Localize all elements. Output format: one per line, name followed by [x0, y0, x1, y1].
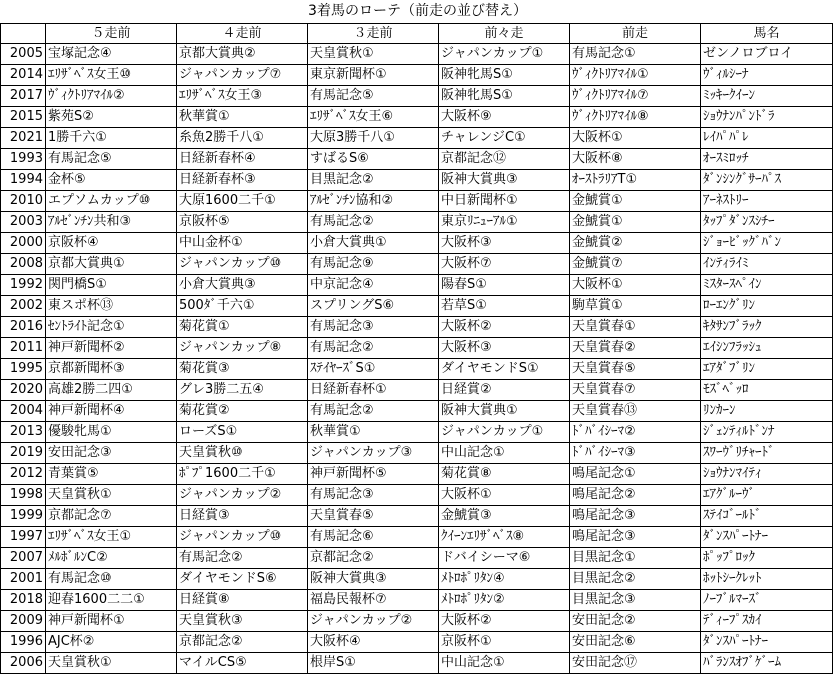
race-3-before-cell: 天皇賞春⑤ [308, 506, 439, 527]
race-5-before-cell: ﾒﾙﾎﾞﾙﾝC② [46, 548, 177, 569]
table-body [1, 44, 833, 674]
year-cell: 2014 [1, 65, 46, 86]
race-5-before-cell: エプソムカップ⑩ [46, 191, 177, 212]
race-4-before-cell: ジャパンカップ⑧ [177, 338, 308, 359]
race-previous-cell: 安田記念⑰ [570, 653, 701, 674]
race-4-before-cell: 菊花賞① [177, 317, 308, 338]
race-5-before-cell: 1勝千六① [46, 128, 177, 149]
race-2-before-cell: 大阪杯③ [439, 338, 570, 359]
table-row [1, 254, 833, 275]
race-4-before-cell: 京都記念② [177, 632, 308, 653]
table-row [1, 632, 833, 653]
horse-name-cell: ﾐｽﾀｰｽﾍﾟｲﾝ [701, 275, 833, 296]
race-3-before-cell: ジャパンカップ③ [308, 443, 439, 464]
year-cell: 2017 [1, 86, 46, 107]
table-row [1, 527, 833, 548]
table-row [1, 317, 833, 338]
race-5-before-cell: 関門橋S① [46, 275, 177, 296]
horse-name-cell: ﾉｰﾌﾞﾙﾏｰｽﾞ [701, 590, 833, 611]
table-row [1, 107, 833, 128]
horse-name-cell: ﾀｯﾌﾟﾀﾞﾝｽｼﾁｰ [701, 212, 833, 233]
race-3-before-cell: ジャパンカップ② [308, 611, 439, 632]
race-previous-cell: ｳﾞｨｸﾄﾘｱﾏｲﾙ⑧ [570, 107, 701, 128]
table-row [1, 212, 833, 233]
table-row [1, 464, 833, 485]
race-5-before-cell: ｳﾞｨｸﾄﾘｱﾏｲﾙ② [46, 86, 177, 107]
horse-name-cell: ﾀﾞﾝｽﾊﾟｰﾄﾅｰ [701, 632, 833, 653]
rotation-table [0, 23, 833, 674]
race-previous-cell: 天皇賞春⑤ [570, 359, 701, 380]
race-4-before-cell: マイルCS⑤ [177, 653, 308, 674]
race-5-before-cell: AJC杯② [46, 632, 177, 653]
race-2-before-cell: 大阪杯③ [439, 233, 570, 254]
race-previous-cell: 安田記念⑥ [570, 632, 701, 653]
race-5-before-cell: 東スポ杯⑬ [46, 296, 177, 317]
year-cell: 2010 [1, 191, 46, 212]
race-2-before-cell: 陽春S① [439, 275, 570, 296]
race-4-before-cell: 京阪杯⑤ [177, 212, 308, 233]
header-year [1, 24, 46, 44]
race-2-before-cell: ダイヤモンドS① [439, 359, 570, 380]
race-2-before-cell: 菊花賞⑧ [439, 464, 570, 485]
horse-name-cell: ｳﾞｨﾙｼｰﾅ [701, 65, 833, 86]
race-3-before-cell: 天皇賞秋① [308, 44, 439, 65]
header-cell: 馬名 [701, 24, 833, 44]
table-row [1, 191, 833, 212]
horse-name-cell: ｵｰｽﾐﾛｯﾁ [701, 149, 833, 170]
horse-name-cell: ゼンノロブロイ [701, 44, 833, 65]
race-3-before-cell: 大阪杯④ [308, 632, 439, 653]
race-2-before-cell: 大阪杯② [439, 317, 570, 338]
race-previous-cell: 鳴尾記念① [570, 464, 701, 485]
race-3-before-cell: 有馬記念② [308, 338, 439, 359]
horse-name-cell: ｼﾞｪﾝﾃｨﾙﾄﾞﾝﾅ [701, 422, 833, 443]
race-5-before-cell: 京都大賞典① [46, 254, 177, 275]
race-4-before-cell: 有馬記念② [177, 548, 308, 569]
race-4-before-cell: 日経賞③ [177, 506, 308, 527]
race-2-before-cell: 阪神牝馬S① [439, 86, 570, 107]
horse-name-cell: ｴｲｼﾝﾌﾗｯｼｭ [701, 338, 833, 359]
table-row [1, 296, 833, 317]
horse-name-cell: ｲﾝﾃｨﾗｲﾐ [701, 254, 833, 275]
race-3-before-cell: 有馬記念③ [308, 485, 439, 506]
race-5-before-cell: 紫苑S② [46, 107, 177, 128]
race-2-before-cell: 大阪杯② [439, 611, 570, 632]
race-previous-cell: 安田記念② [570, 611, 701, 632]
table-row [1, 86, 833, 107]
race-5-before-cell: 神戸新聞杯④ [46, 401, 177, 422]
race-2-before-cell: 金鯱賞③ [439, 506, 570, 527]
race-5-before-cell: 京都新聞杯③ [46, 359, 177, 380]
race-5-before-cell: 天皇賞秋① [46, 485, 177, 506]
race-4-before-cell: 糸魚2勝千八① [177, 128, 308, 149]
race-4-before-cell: ローズS① [177, 422, 308, 443]
race-4-before-cell: ジャパンカップ② [177, 485, 308, 506]
race-5-before-cell: 京都記念⑦ [46, 506, 177, 527]
year-cell: 2009 [1, 611, 46, 632]
horse-name-cell: ｼｮｳﾅﾝﾏｲﾃｨ [701, 464, 833, 485]
race-3-before-cell: 神戸新聞杯⑤ [308, 464, 439, 485]
race-2-before-cell: ﾒﾄﾛﾎﾟﾘﾀﾝ④ [439, 569, 570, 590]
race-2-before-cell: 若草S① [439, 296, 570, 317]
race-4-before-cell: ジャパンカップ⑩ [177, 254, 308, 275]
race-2-before-cell: 中山記念① [439, 443, 570, 464]
horse-name-cell: ﾎｯﾄｼｰｸﾚｯﾄ [701, 569, 833, 590]
race-2-before-cell: 京阪杯① [439, 632, 570, 653]
race-4-before-cell: 日経新春杯④ [177, 149, 308, 170]
race-5-before-cell: 優駿牝馬① [46, 422, 177, 443]
horse-name-cell: ﾘﾝｶｰﾝ [701, 401, 833, 422]
year-cell: 1996 [1, 632, 46, 653]
race-previous-cell: ｳﾞｨｸﾄﾘｱﾏｲﾙ⑦ [570, 86, 701, 107]
race-5-before-cell: 有馬記念⑩ [46, 569, 177, 590]
race-4-before-cell: 菊花賞③ [177, 359, 308, 380]
race-3-before-cell: ｱﾙｾﾞﾝﾁﾝ協和② [308, 191, 439, 212]
horse-name-cell: ﾀﾞﾝｽﾊﾟｰﾄﾅｰ [701, 527, 833, 548]
race-2-before-cell: 大阪杯⑨ [439, 107, 570, 128]
race-4-before-cell: 日経新春杯③ [177, 170, 308, 191]
race-4-before-cell: 小倉大賞典③ [177, 275, 308, 296]
table-row [1, 149, 833, 170]
horse-name-cell: ﾛｰｴﾝｸﾞﾘﾝ [701, 296, 833, 317]
race-5-before-cell: 京阪杯④ [46, 233, 177, 254]
horse-name-cell: ｽﾜｰｳﾞﾘﾁｬｰﾄﾞ [701, 443, 833, 464]
race-previous-cell: 天皇賞春② [570, 338, 701, 359]
race-5-before-cell: 青葉賞⑤ [46, 464, 177, 485]
year-cell: 1998 [1, 485, 46, 506]
table-row [1, 422, 833, 443]
table-row [1, 65, 833, 86]
year-cell: 2007 [1, 548, 46, 569]
race-2-before-cell: 阪神牝馬S① [439, 65, 570, 86]
race-2-before-cell: 大阪杯① [439, 485, 570, 506]
year-cell: 2011 [1, 338, 46, 359]
year-cell: 1992 [1, 275, 46, 296]
table-row [1, 44, 833, 65]
race-2-before-cell: 大阪杯⑦ [439, 254, 570, 275]
year-cell: 2018 [1, 590, 46, 611]
race-2-before-cell: ジャパンカップ① [439, 44, 570, 65]
year-cell: 2001 [1, 569, 46, 590]
horse-name-cell: ﾓｽﾞﾍﾞｯﾛ [701, 380, 833, 401]
race-3-before-cell: 大原3勝千八① [308, 128, 439, 149]
table-row [1, 380, 833, 401]
race-previous-cell: 大阪杯⑧ [570, 149, 701, 170]
race-4-before-cell: ダイヤモンドS⑥ [177, 569, 308, 590]
race-5-before-cell: 神戸新聞杯① [46, 611, 177, 632]
race-3-before-cell: 中京記念④ [308, 275, 439, 296]
race-5-before-cell: ｱﾙｾﾞﾝﾁﾝ共和③ [46, 212, 177, 233]
race-previous-cell: 鳴尾記念③ [570, 506, 701, 527]
race-4-before-cell: 京都大賞典② [177, 44, 308, 65]
year-cell: 2021 [1, 128, 46, 149]
horse-name-cell: ｱｰﾈｽﾄﾘｰ [701, 191, 833, 212]
year-cell: 1997 [1, 527, 46, 548]
race-3-before-cell: 京都記念② [308, 548, 439, 569]
header-cell: 前走 [570, 24, 701, 44]
race-3-before-cell: ｴﾘｻﾞﾍﾞｽ女王⑥ [308, 107, 439, 128]
race-3-before-cell: 福島民報杯⑦ [308, 590, 439, 611]
race-previous-cell: 大阪杯① [570, 275, 701, 296]
race-2-before-cell: ｸｲｰﾝｴﾘｻﾞﾍﾞｽ⑧ [439, 527, 570, 548]
race-2-before-cell: ドバイシーマ⑥ [439, 548, 570, 569]
year-cell: 2004 [1, 401, 46, 422]
year-cell: 1994 [1, 170, 46, 191]
race-previous-cell: 目黒記念② [570, 569, 701, 590]
table-row [1, 338, 833, 359]
horse-name-cell: ｼﾞｮｰﾋﾞｯｸﾞﾊﾞﾝ [701, 233, 833, 254]
race-4-before-cell: 天皇賞秋③ [177, 611, 308, 632]
race-3-before-cell: ｽﾃｲﾔｰｽﾞS① [308, 359, 439, 380]
table-row [1, 275, 833, 296]
race-4-before-cell: 中山金杯① [177, 233, 308, 254]
race-2-before-cell: チャレンジC① [439, 128, 570, 149]
year-cell: 2012 [1, 464, 46, 485]
race-previous-cell: 鳴尾記念② [570, 485, 701, 506]
race-previous-cell: 鳴尾記念③ [570, 527, 701, 548]
race-previous-cell: 有馬記念① [570, 44, 701, 65]
race-previous-cell: 金鯱賞① [570, 212, 701, 233]
race-5-before-cell: ｴﾘｻﾞﾍﾞｽ女王⑩ [46, 65, 177, 86]
table-row [1, 611, 833, 632]
table-row [1, 401, 833, 422]
race-4-before-cell: 日経賞⑧ [177, 590, 308, 611]
race-5-before-cell: ｾﾝﾄﾗｲﾄ記念① [46, 317, 177, 338]
race-3-before-cell: すばるS⑥ [308, 149, 439, 170]
year-cell: 2006 [1, 653, 46, 674]
table-row [1, 233, 833, 254]
race-3-before-cell: 秋華賞① [308, 422, 439, 443]
race-previous-cell: ﾄﾞﾊﾞｲｼｰﾏ③ [570, 443, 701, 464]
year-cell: 2020 [1, 380, 46, 401]
race-2-before-cell: ﾒﾄﾛﾎﾟﾘﾀﾝ② [439, 590, 570, 611]
race-3-before-cell: 小倉大賞典① [308, 233, 439, 254]
race-4-before-cell: ジャパンカップ⑦ [177, 65, 308, 86]
horse-name-cell: ﾎﾟｯﾌﾟﾛｯｸ [701, 548, 833, 569]
race-previous-cell: ｵｰｽﾄﾗﾘｱT① [570, 170, 701, 191]
race-4-before-cell: 天皇賞秋⑩ [177, 443, 308, 464]
race-previous-cell: 金鯱賞② [570, 233, 701, 254]
race-4-before-cell: 500ﾀﾞ千六① [177, 296, 308, 317]
race-previous-cell: 天皇賞春⑦ [570, 380, 701, 401]
race-2-before-cell: 日経賞② [439, 380, 570, 401]
year-cell: 1995 [1, 359, 46, 380]
header-cell: 前々走 [439, 24, 570, 44]
horse-name-cell: ｴｱｸﾞﾙｰｳﾞ [701, 485, 833, 506]
race-previous-cell: 目黒記念③ [570, 590, 701, 611]
race-previous-cell: 金鯱賞⑦ [570, 254, 701, 275]
race-previous-cell: 金鯱賞① [570, 191, 701, 212]
race-4-before-cell: ジャパンカップ⑩ [177, 527, 308, 548]
race-previous-cell: ﾄﾞﾊﾞｲｼｰﾏ② [570, 422, 701, 443]
year-cell: 1993 [1, 149, 46, 170]
race-previous-cell: 天皇賞春① [570, 317, 701, 338]
race-4-before-cell: ｴﾘｻﾞﾍﾞｽ女王③ [177, 86, 308, 107]
year-cell: 2016 [1, 317, 46, 338]
race-5-before-cell: 安田記念③ [46, 443, 177, 464]
table-row [1, 485, 833, 506]
race-5-before-cell: 天皇賞秋① [46, 653, 177, 674]
horse-name-cell: ﾊﾞﾗﾝｽｵﾌﾞｹﾞｰﾑ [701, 653, 833, 674]
year-cell: 2003 [1, 212, 46, 233]
horse-name-cell: ﾐｯｷｰｸｲｰﾝ [701, 86, 833, 107]
race-previous-cell: 駒草賞① [570, 296, 701, 317]
race-3-before-cell: 有馬記念② [308, 401, 439, 422]
race-4-before-cell: 大原1600二千① [177, 191, 308, 212]
race-5-before-cell: 金杯⑤ [46, 170, 177, 191]
race-3-before-cell: 有馬記念⑥ [308, 527, 439, 548]
table-row [1, 443, 833, 464]
race-previous-cell: ｳﾞｨｸﾄﾘｱﾏｲﾙ① [570, 65, 701, 86]
race-5-before-cell: 神戸新聞杯② [46, 338, 177, 359]
race-2-before-cell: 阪神大賞典① [439, 401, 570, 422]
year-cell: 1999 [1, 506, 46, 527]
sheet-title: 3着馬のローテ（前走の並び替え） [308, 3, 527, 19]
race-3-before-cell: 阪神大賞典③ [308, 569, 439, 590]
year-cell: 2013 [1, 422, 46, 443]
horse-name-cell: ｽﾃｲｺﾞｰﾙﾄﾞ [701, 506, 833, 527]
race-5-before-cell: 高雄2勝二四① [46, 380, 177, 401]
horse-name-cell: ﾃﾞｨｰﾌﾟｽｶｲ [701, 611, 833, 632]
horse-name-cell: ｼｮｳﾅﾝﾊﾟﾝﾄﾞﾗ [701, 107, 833, 128]
race-2-before-cell: 中山記念① [439, 653, 570, 674]
race-3-before-cell: スプリングS⑥ [308, 296, 439, 317]
horse-name-cell: ｷﾀｻﾝﾌﾞﾗｯｸ [701, 317, 833, 338]
race-2-before-cell: 東京ﾘﾆｭｰｱﾙ① [439, 212, 570, 233]
year-cell: 2019 [1, 443, 46, 464]
race-4-before-cell: 菊花賞② [177, 401, 308, 422]
year-cell: 2015 [1, 107, 46, 128]
race-3-before-cell: 目黒記念② [308, 170, 439, 191]
horse-name-cell: ｴｱﾀﾞﾌﾞﾘﾝ [701, 359, 833, 380]
race-3-before-cell: 東京新聞杯① [308, 65, 439, 86]
race-3-before-cell: 有馬記念⑤ [308, 86, 439, 107]
race-2-before-cell: 阪神大賞典③ [439, 170, 570, 191]
header-row [1, 24, 833, 44]
race-previous-cell: 大阪杯① [570, 128, 701, 149]
race-2-before-cell: ジャパンカップ① [439, 422, 570, 443]
race-previous-cell: 目黒記念① [570, 548, 701, 569]
race-5-before-cell: 宝塚記念④ [46, 44, 177, 65]
race-2-before-cell: 京都記念⑫ [439, 149, 570, 170]
race-3-before-cell: 根岸S① [308, 653, 439, 674]
table-row [1, 548, 833, 569]
race-5-before-cell: 有馬記念⑤ [46, 149, 177, 170]
race-2-before-cell: 中日新聞杯① [439, 191, 570, 212]
table-row [1, 359, 833, 380]
race-3-before-cell: 有馬記念③ [308, 317, 439, 338]
table-row [1, 128, 833, 149]
race-5-before-cell: ｴﾘｻﾞﾍﾞｽ女王① [46, 527, 177, 548]
table-row [1, 569, 833, 590]
race-3-before-cell: 有馬記念⑨ [308, 254, 439, 275]
table-row [1, 653, 833, 674]
race-3-before-cell: 日経新春杯① [308, 380, 439, 401]
race-previous-cell: 天皇賞春⑬ [570, 401, 701, 422]
race-4-before-cell: 秋華賞① [177, 107, 308, 128]
horse-name-cell: ﾀﾞﾝｼﾝｸﾞｻｰﾊﾟｽ [701, 170, 833, 191]
table-row [1, 506, 833, 527]
year-cell: 2000 [1, 233, 46, 254]
header-cell: ５走前 [46, 24, 177, 44]
table-row [1, 170, 833, 191]
horse-name-cell: ﾚｲﾊﾟﾊﾟﾚ [701, 128, 833, 149]
race-4-before-cell: ﾎﾟﾌﾟ1600二千① [177, 464, 308, 485]
header-cell: ３走前 [308, 24, 439, 44]
header-cell: ４走前 [177, 24, 308, 44]
table-row [1, 590, 833, 611]
year-cell: 2008 [1, 254, 46, 275]
year-cell: 2002 [1, 296, 46, 317]
year-cell: 2005 [1, 44, 46, 65]
race-5-before-cell: 迎春1600二二① [46, 590, 177, 611]
race-4-before-cell: グレ3勝二五④ [177, 380, 308, 401]
race-3-before-cell: 有馬記念② [308, 212, 439, 233]
